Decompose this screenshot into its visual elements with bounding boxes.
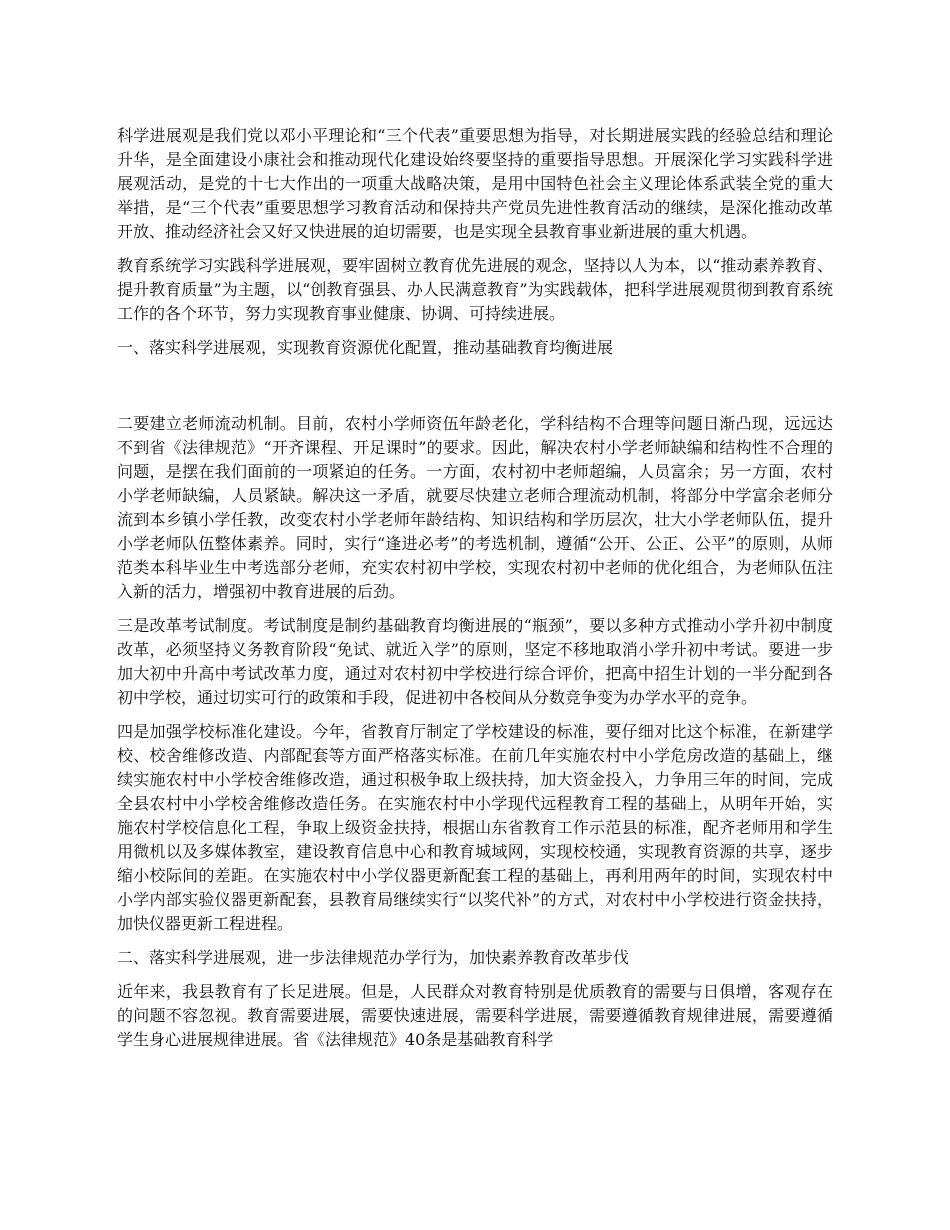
- section-heading-two: 二、落实科学进展观，进一步法律规范办学行为，加快素养教育改革步伐: [117, 948, 630, 967]
- teacher-mobility-paragraph: 二要建立老师流动机制。目前，农村小学师资伍年龄老化，学科结构不合理等问题日渐凸现，远远达不到省《法律规范》“开齐课程、开足课时”的要求。因此，解决农村小学老师缺编和结构性不合理的问题，是摆在我们面前的一项紧迫的任务。一方面，农村初中老师超编，人员富余；另一方面，农村小学老师缺编，人员紧缺。解决这一矛盾，就要尽快建立老师合理流动机制，将部分中学富余老师分流到本乡镇小学任教，改变农村小学老师年龄结构、知识结构和学历层次，壮大小学老师队伍，提升小学老师队伍整体素养。同时，实行“逢进必考”的考选机制，遵循“公开、公正、公平”的原则，从师范类本科毕业生中考选部分老师，充实农村初中学校，实现农村初中老师的优化组合，为老师队伍注入新的活力，增强初中教育进展的后劲。: [117, 414, 833, 601]
- section-spacer: [117, 370, 833, 412]
- document-body: [117, 124, 833, 1052]
- exam-reform-paragraph: 三是改革考试制度。考试制度是制约基础教育均衡进展的“瓶颈”，要以多种方式推动小学升初中制度改革，必须坚持义务教育阶段“免试、就近入学”的原则，坚定不移地取消小学升初中考试。要进一步加大初中升高中考试改革力度，通过对农村初中学校进行综合评价，把高中招生计划的一半分配到各初中学校，通过切实可行的政策和手段，促进初中各校间从分数竞争变为办学水平的竞争。: [117, 616, 833, 707]
- school-standardization-paragraph: 四是加强学校标准化建设。今年，省教育厅制定了学校建设的标准，要仔细对比这个标准，在新建学校、校舍维修改造、内部配套等方面严格落实标准。在前几年实施农村中小学危房改造的基础上，继续实施农村中小学校舍维修改造，通过积极争取上级扶持，加大资金投入，力争用三年的时间，完成全县农村中小学校舍维修改造任务。在实施农村中小学现代远程教育工程的基础上，从明年开始，实施农村学校信息化工程，争取上级资金扶持，根据山东省教育工作示范县的标准，配齐老师用和学生用微机以及多媒体教室，建设教育信息中心和教育城域网，实现校校通，实现教育资源的共享，逐步缩小校际间的差距。在实施农村中小学仪器更新配套工程的基础上，再利用两年的时间，实现农村中小学内部实验仪器更新配套，县教育局继续实行“以奖代补”的方式，对农村中小学校进行资金扶持，加快仪器更新工程进程。: [117, 722, 833, 933]
- section-heading-one: 一、落实科学进展观，实现教育资源优化配置，推动基础教育均衡进展: [117, 338, 614, 357]
- education-system-paragraph: 教育系统学习实践科学进展观，要牢固树立教育优先进展的观念，坚持以人为本，以“推动素养教育、提升教育质量”为主题，以“创教育强县、办人民满意教育”为实践载体，把科学进展观贯彻到教育系统工作的各个环节，努力实现教育事业健康、协调、可持续进展。: [117, 256, 833, 323]
- intro-paragraph: 科学进展观是我们党以邓小平理论和“三个代表”重要思想为指导，对长期进展实践的经验总结和理论升华，是全面建设小康社会和推动现代化建设始终要坚持的重要指导思想。开展深化学习实践科学进展观活动，是党的十七大作出的一项重大战略决策，是用中国特色社会主义理论体系武装全党的重大举措，是“三个代表”重要思想学习教育活动和保持共产党员先进性教育活动的继续，是深化推动改革开放、推动经济社会又好又快进展的迫切需要，也是实现全县教育事业新进展的重大机遇。: [117, 126, 833, 241]
- recent-development-paragraph: 近年来，我县教育有了长足进展。但是，人民群众对教育特别是优质教育的需要与日俱增，客观存在的问题不容忽视。教育需要进展，需要快速进展，需要科学进展，需要遵循教育规律进展，需要遵循学生身心进展规律进展。省《法律规范》40条是基础教育科学: [117, 982, 833, 1049]
